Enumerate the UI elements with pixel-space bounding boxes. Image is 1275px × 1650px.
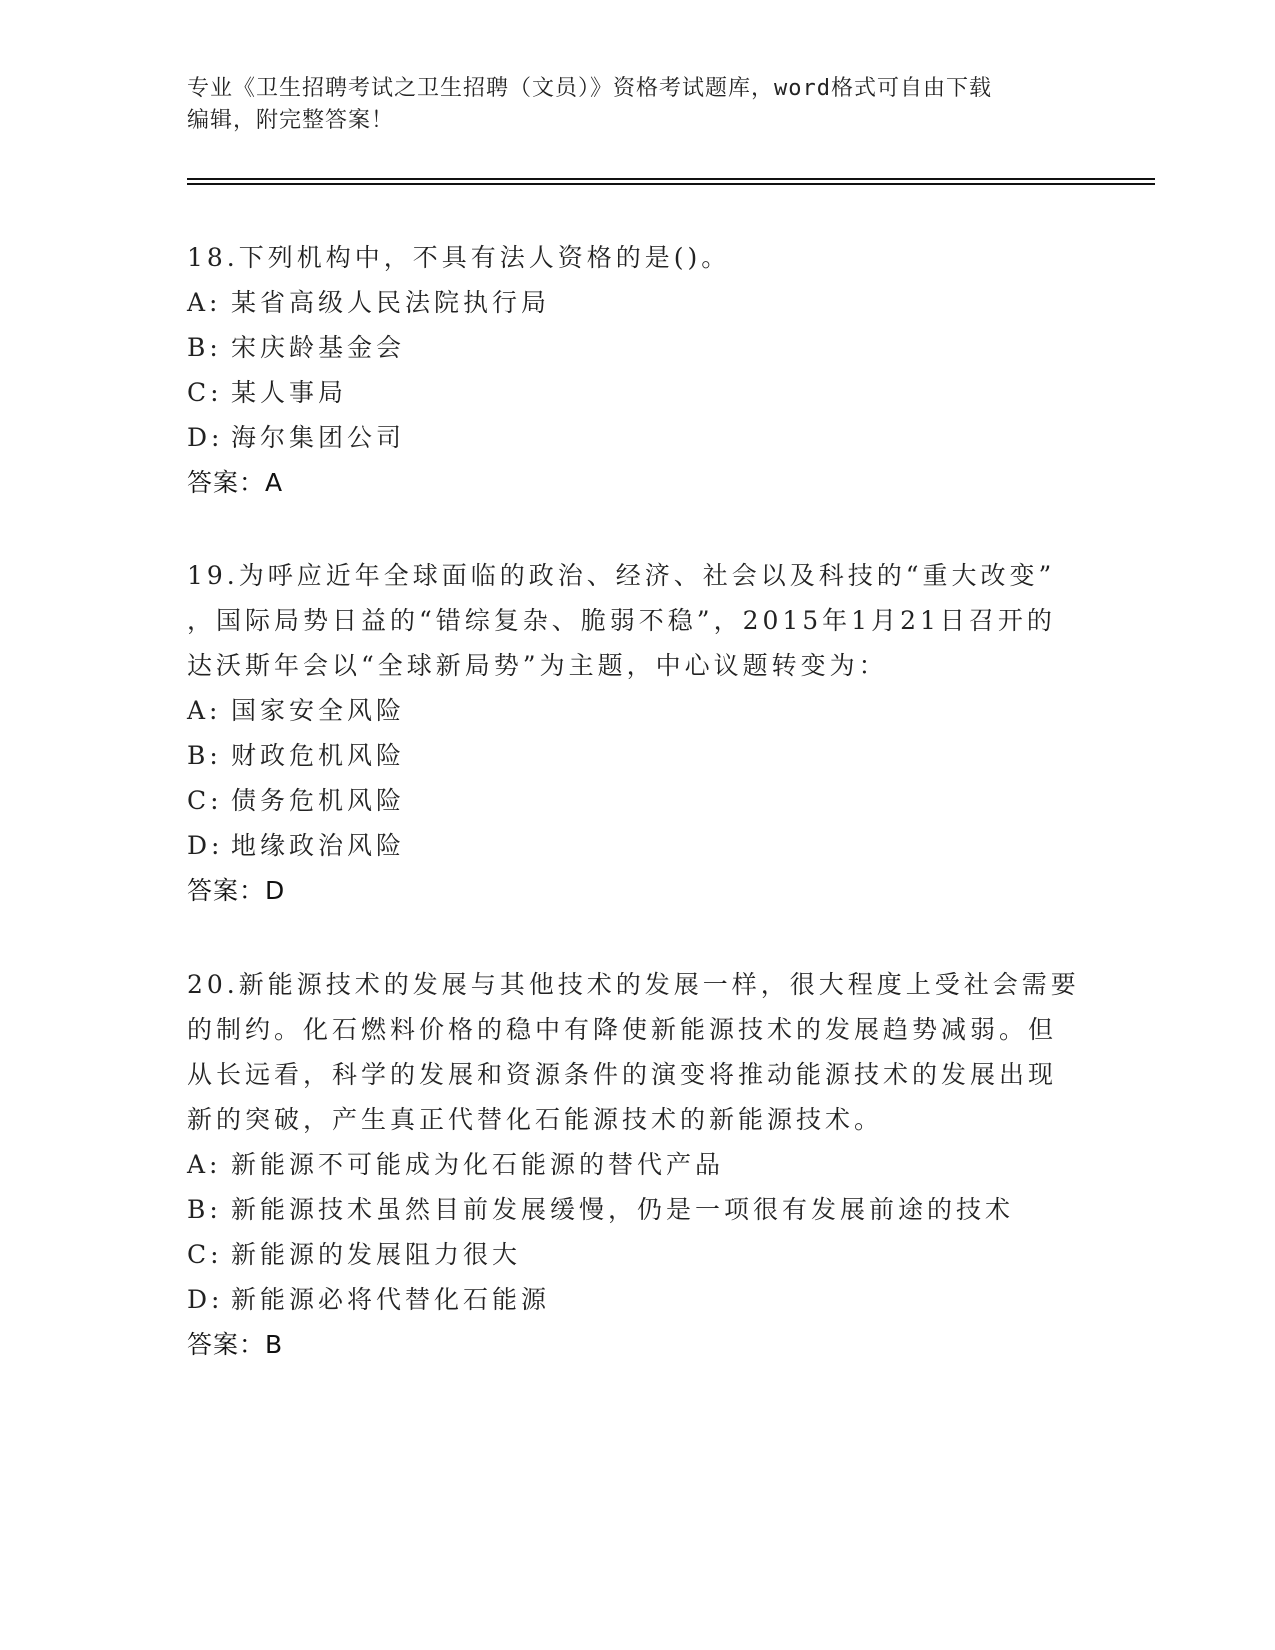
option-c	[187, 370, 1087, 415]
option-key: B:	[187, 1195, 222, 1224]
question-stem-line-3: 从长远看，科学的发展和资源条件的演变将推动能源技术的发展出现	[187, 1060, 1058, 1089]
option-text: 某省高级人民法院执行局	[231, 288, 551, 317]
option-d	[187, 415, 1087, 460]
option-text: 财政危机风险	[231, 741, 406, 770]
option-key: D:	[187, 423, 224, 452]
option-text: 债务危机风险	[231, 786, 406, 815]
option-key: C:	[187, 1240, 223, 1269]
option-key: A:	[187, 288, 222, 317]
option-a	[187, 688, 1087, 733]
option-b	[187, 325, 1087, 370]
option-key: A:	[187, 1150, 222, 1179]
header-line-1: 专业《卫生招聘考试之卫生招聘（文员）》资格考试题库，word格式可自由下载	[187, 76, 992, 101]
option-key: B:	[187, 333, 222, 362]
question-stem-line-1: 20.新能源技术的发展与其他技术的发展一样，很大程度上受社会需要	[187, 970, 1080, 999]
answer: 答案：B	[187, 1330, 284, 1359]
option-b	[187, 733, 1087, 778]
option-text: 某人事局	[231, 378, 348, 407]
option-c	[187, 778, 1087, 823]
header-divider-top	[187, 178, 1155, 180]
question-stem-line-2: ，国际局势日益的“错综复杂、脆弱不稳”，2015年1月21日召开的	[187, 606, 1056, 635]
option-text: 新能源技术虽然目前发展缓慢，仍是一项很有发展前途的技术	[231, 1195, 1015, 1224]
option-key: D:	[187, 831, 224, 860]
option-text: 新能源必将代替化石能源	[231, 1285, 551, 1314]
option-b	[187, 1187, 1087, 1232]
document-header	[187, 73, 1077, 137]
question-19	[187, 553, 1087, 913]
option-text: 国家安全风险	[231, 696, 406, 725]
option-d	[187, 823, 1087, 868]
option-a	[187, 1142, 1087, 1187]
question-stem: 18.下列机构中，不具有法人资格的是()。	[187, 243, 731, 272]
option-key: D:	[187, 1285, 224, 1314]
option-key: A:	[187, 696, 222, 725]
answer: 答案：D	[187, 876, 286, 905]
answer: 答案：A	[187, 468, 284, 497]
option-text: 海尔集团公司	[231, 423, 406, 452]
option-d	[187, 1277, 1087, 1322]
option-key: B:	[187, 741, 222, 770]
question-stem-line-2: 的制约。化石燃料价格的稳中有降使新能源技术的发展趋势减弱。但	[187, 1015, 1058, 1044]
option-text: 地缘政治风险	[231, 831, 406, 860]
header-divider-bottom	[187, 183, 1155, 185]
option-key: C:	[187, 786, 223, 815]
option-text: 新能源不可能成为化石能源的替代产品	[231, 1150, 725, 1179]
question-20	[187, 962, 1087, 1367]
question-stem-line-1: 19.为呼应近年全球面临的政治、经济、社会以及科技的“重大改变”	[187, 561, 1056, 590]
header-line-2: 编辑，附完整答案！	[187, 108, 395, 133]
option-text: 新能源的发展阻力很大	[231, 1240, 522, 1269]
question-stem-line-3: 达沃斯年会以“全球新局势”为主题，中心议题转变为：	[187, 651, 888, 680]
question-stem-line-4: 新的突破，产生真正代替化石能源技术的新能源技术。	[187, 1105, 884, 1134]
option-c	[187, 1232, 1087, 1277]
option-a	[187, 280, 1087, 325]
question-18	[187, 235, 1087, 505]
option-key: C:	[187, 378, 223, 407]
option-text: 宋庆龄基金会	[231, 333, 406, 362]
